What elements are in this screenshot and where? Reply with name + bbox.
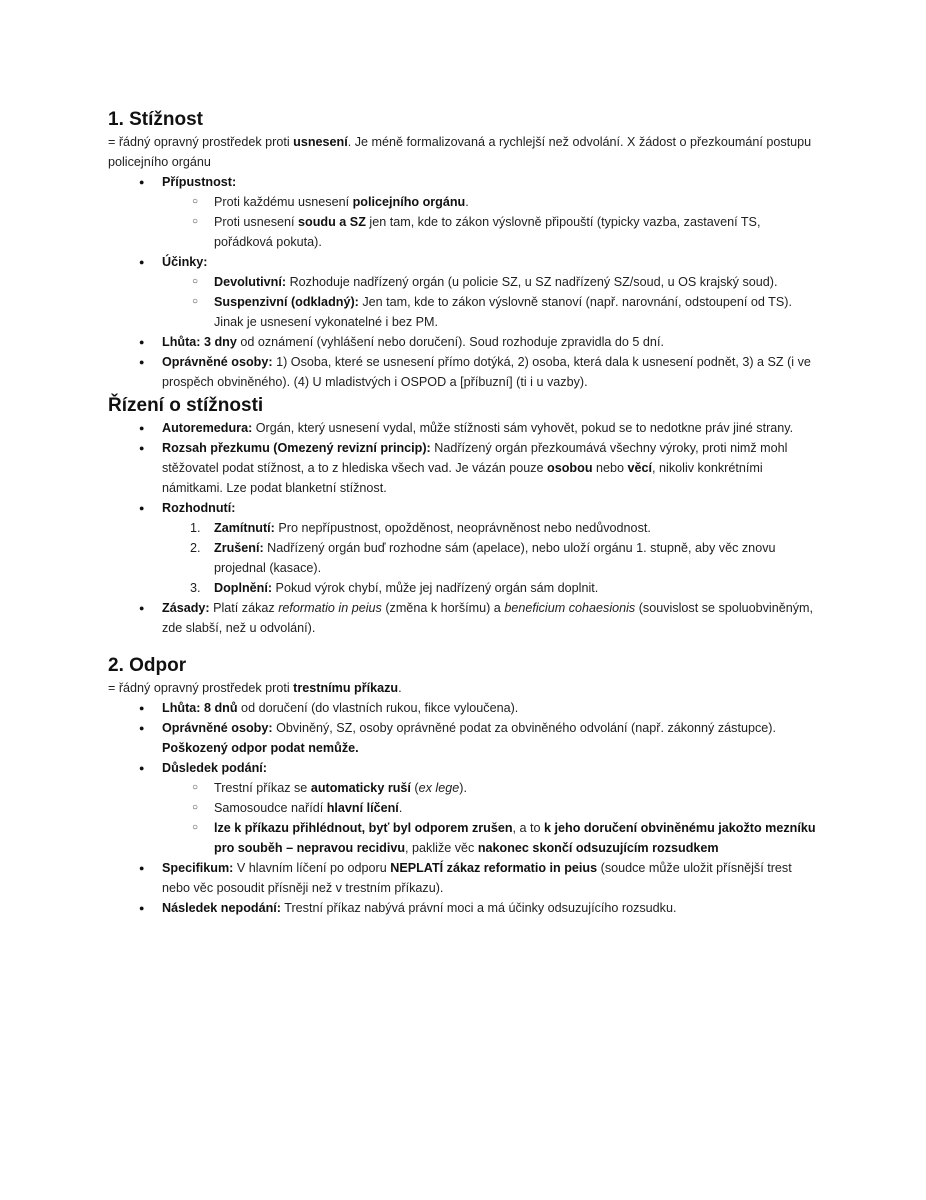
text: od oznámení (vyhlášení nebo doručení). Soud rozhoduje zpravidla do 5 dní. bbox=[236, 335, 664, 349]
text: V hlavním líčení po odporu bbox=[233, 861, 391, 875]
bold-text: Oprávněné osoby: bbox=[162, 721, 273, 735]
list-item-pripustnost bbox=[108, 172, 820, 252]
bold-text: Zamítnutí: bbox=[214, 521, 275, 535]
numbered-item bbox=[162, 518, 820, 538]
text: (souvislost se spoluobviněným, zde slabší, než u odvolání). bbox=[162, 601, 814, 635]
item-number: 3. bbox=[190, 581, 201, 595]
sub-list bbox=[162, 778, 820, 858]
text: Jen tam, kde to zákon výslovně stanoví (např. narovnání, odstoupení od TS). Jinak je usnesení vykonatelné i bez PM. bbox=[214, 295, 792, 329]
text: Proti usnesení bbox=[214, 215, 299, 229]
list-item-specifikum bbox=[108, 858, 820, 898]
item-label: Účinky: bbox=[162, 255, 208, 269]
text: = řádný opravný prostředek proti bbox=[108, 681, 294, 695]
text: od doručení (do vlastních rukou, fikce vyloučena). bbox=[237, 701, 519, 715]
text: Nadřízený orgán buď rozhodne sám (apelace), nebo uloží orgánu 1. stupně, aby věc znovu projednal (kasace). bbox=[214, 541, 776, 575]
list-item-rozhodnuti bbox=[108, 498, 820, 598]
bold-text: Zásady: bbox=[162, 601, 210, 615]
text: = řádný opravný prostředek proti bbox=[108, 135, 294, 149]
document-page bbox=[108, 108, 820, 918]
list-item-rozsah-prezkumu bbox=[108, 438, 820, 498]
text: ). bbox=[459, 781, 467, 795]
bold-text: Devolutivní: bbox=[214, 275, 287, 289]
bold-text: Autoremedura: bbox=[162, 421, 253, 435]
bold-text: Zrušení: bbox=[214, 541, 264, 555]
bold-text: Následek nepodání: bbox=[162, 901, 281, 915]
text: Nadřízený orgán přezkoumává všechny výroky, proti nimž mohl stěžovatel podat stížnost, a to z hlediska všech vad. Je vázán pouze bbox=[162, 441, 788, 475]
numbered-item bbox=[162, 578, 820, 598]
bold-text: Poškozený odpor podat nemůže. bbox=[162, 741, 359, 755]
bold-text: NEPLATÍ zákaz reformatio in peius bbox=[390, 861, 598, 875]
rizeni-list bbox=[108, 418, 820, 638]
text: . bbox=[398, 801, 403, 815]
numbered-item bbox=[162, 538, 820, 578]
item-number: 2. bbox=[190, 541, 201, 555]
bold-text: Lhůta: 8 dnů bbox=[162, 701, 238, 715]
bold-text: Rozsah přezkumu (Omezený revizní princip): bbox=[162, 441, 431, 455]
stiznost-list bbox=[108, 172, 820, 392]
bold-text: lze k příkazu přihlédnout, byť byl odporem zrušen bbox=[214, 821, 513, 835]
bold-text: trestnímu příkazu bbox=[293, 681, 399, 695]
item-label: Důsledek podání: bbox=[162, 761, 267, 775]
italic-text: ex lege bbox=[418, 781, 460, 795]
bold-text: Oprávněné osoby: bbox=[162, 355, 273, 369]
bold-text: Specifikum: bbox=[162, 861, 234, 875]
text: , a to bbox=[512, 821, 545, 835]
sub-item bbox=[162, 212, 820, 252]
italic-text: beneficium cohaesionis bbox=[504, 601, 636, 615]
text: nebo bbox=[592, 461, 628, 475]
sub-item bbox=[162, 272, 820, 292]
text: Proti každému usnesení bbox=[214, 195, 353, 209]
text: (soudce může uložit přísnější trest nebo věc posoudit přísněji než v trestním příkazu). bbox=[162, 861, 792, 895]
text: Pokud výrok chybí, může jej nadřízený orgán sám doplnit. bbox=[272, 581, 599, 595]
item-label: Rozhodnutí: bbox=[162, 501, 236, 515]
item-label: Přípustnost: bbox=[162, 175, 237, 189]
bold-text: usnesení bbox=[293, 135, 348, 149]
section-title-odpor: 2. Odpor bbox=[108, 655, 187, 676]
bold-text: hlavní líčení bbox=[326, 801, 399, 815]
bold-text: automaticky ruší bbox=[310, 781, 411, 795]
list-item-autoremedura bbox=[108, 418, 820, 438]
sub-item bbox=[162, 292, 820, 332]
item-number: 1. bbox=[190, 521, 201, 535]
list-item-opravnene-osoby bbox=[108, 352, 820, 392]
bold-text: věcí bbox=[627, 461, 653, 475]
section-title-stiznost: 1. Stížnost bbox=[108, 109, 204, 130]
bold-text: soudu a SZ bbox=[298, 215, 366, 229]
text: . bbox=[398, 681, 402, 695]
text: Rozhoduje nadřízený orgán (u policie SZ, u SZ nadřízený SZ/soud, u OS krajský soud). bbox=[286, 275, 778, 289]
bold-text: nakonec skončí odsuzujícím rozsudkem bbox=[477, 841, 719, 855]
sub-item bbox=[162, 192, 820, 212]
stiznost-definition bbox=[108, 132, 820, 172]
text: Platí zákaz bbox=[209, 601, 279, 615]
sub-item bbox=[162, 778, 820, 798]
list-item-zasady bbox=[108, 598, 820, 638]
text: ( bbox=[410, 781, 419, 795]
text: (změna k horšímu) a bbox=[381, 601, 505, 615]
text: Pro nepřípustnost, opožděnost, neoprávněnost nebo nedůvodnost. bbox=[274, 521, 651, 535]
italic-text: reformatio in peius bbox=[278, 601, 382, 615]
text: Obviněný, SZ, osoby oprávněné podat za obviněného odvolání (např. zákonný zástupce). bbox=[272, 721, 776, 735]
text: Trestní příkaz nabývá právní moci a má účinky odsuzujícího rozsudku. bbox=[280, 901, 677, 915]
bold-text: Suspenzivní (odkladný): bbox=[214, 295, 359, 309]
list-item-dusledek-podani bbox=[108, 758, 820, 858]
text: Orgán, který usnesení vydal, může stížnosti sám vyhovět, pokud se to nedotkne práv jiné strany. bbox=[252, 421, 794, 435]
text: jen tam, kde to zákon výslovně připouští (typicky vazba, zastavení TS, pořádková pokuta). bbox=[214, 215, 761, 249]
sub-item bbox=[162, 818, 820, 858]
text: Trestní příkaz se bbox=[214, 781, 311, 795]
section-title-rizeni: Řízení o stížnosti bbox=[108, 395, 264, 416]
bold-text: policejního orgánu bbox=[352, 195, 466, 209]
list-item-lhuta bbox=[108, 698, 820, 718]
sub-item bbox=[162, 798, 820, 818]
list-item-nasledek-nepodani bbox=[108, 898, 820, 918]
odpor-definition bbox=[108, 678, 820, 698]
text: , nikoliv konkrétními námitkami. Lze podat blanketní stížnost. bbox=[162, 461, 763, 495]
numbered-list bbox=[162, 518, 820, 598]
text: . Je méně formalizovaná a rychlejší než odvolání. X žádost o přezkoumání postupu policejního orgánu bbox=[108, 135, 812, 169]
text: Samosoudce nařídí bbox=[214, 801, 327, 815]
bold-text: Doplnění: bbox=[214, 581, 273, 595]
text: . bbox=[465, 195, 469, 209]
odpor-list bbox=[108, 698, 820, 918]
sub-list bbox=[162, 192, 820, 252]
sub-list bbox=[162, 272, 820, 332]
list-item-lhuta bbox=[108, 332, 820, 352]
bold-text: osobou bbox=[547, 461, 593, 475]
bold-text: Lhůta: 3 dny bbox=[162, 335, 237, 349]
bold-text: k jeho doručení obviněnému jakožto mezníku pro souběh – nepravou recidivu bbox=[214, 821, 816, 855]
list-item-opravnene-osoby bbox=[108, 718, 820, 758]
text: 1) Osoba, které se usnesení přímo dotýká, 2) osoba, která dala k usnesení podnět, 3) a SZ (i ve prospěch obviněného). (4) U mladistvých i OSPOD a [příbuzní] (ti i u vazby). bbox=[162, 355, 811, 389]
list-item-ucinky bbox=[108, 252, 820, 332]
text: , pakliže věc bbox=[405, 841, 478, 855]
